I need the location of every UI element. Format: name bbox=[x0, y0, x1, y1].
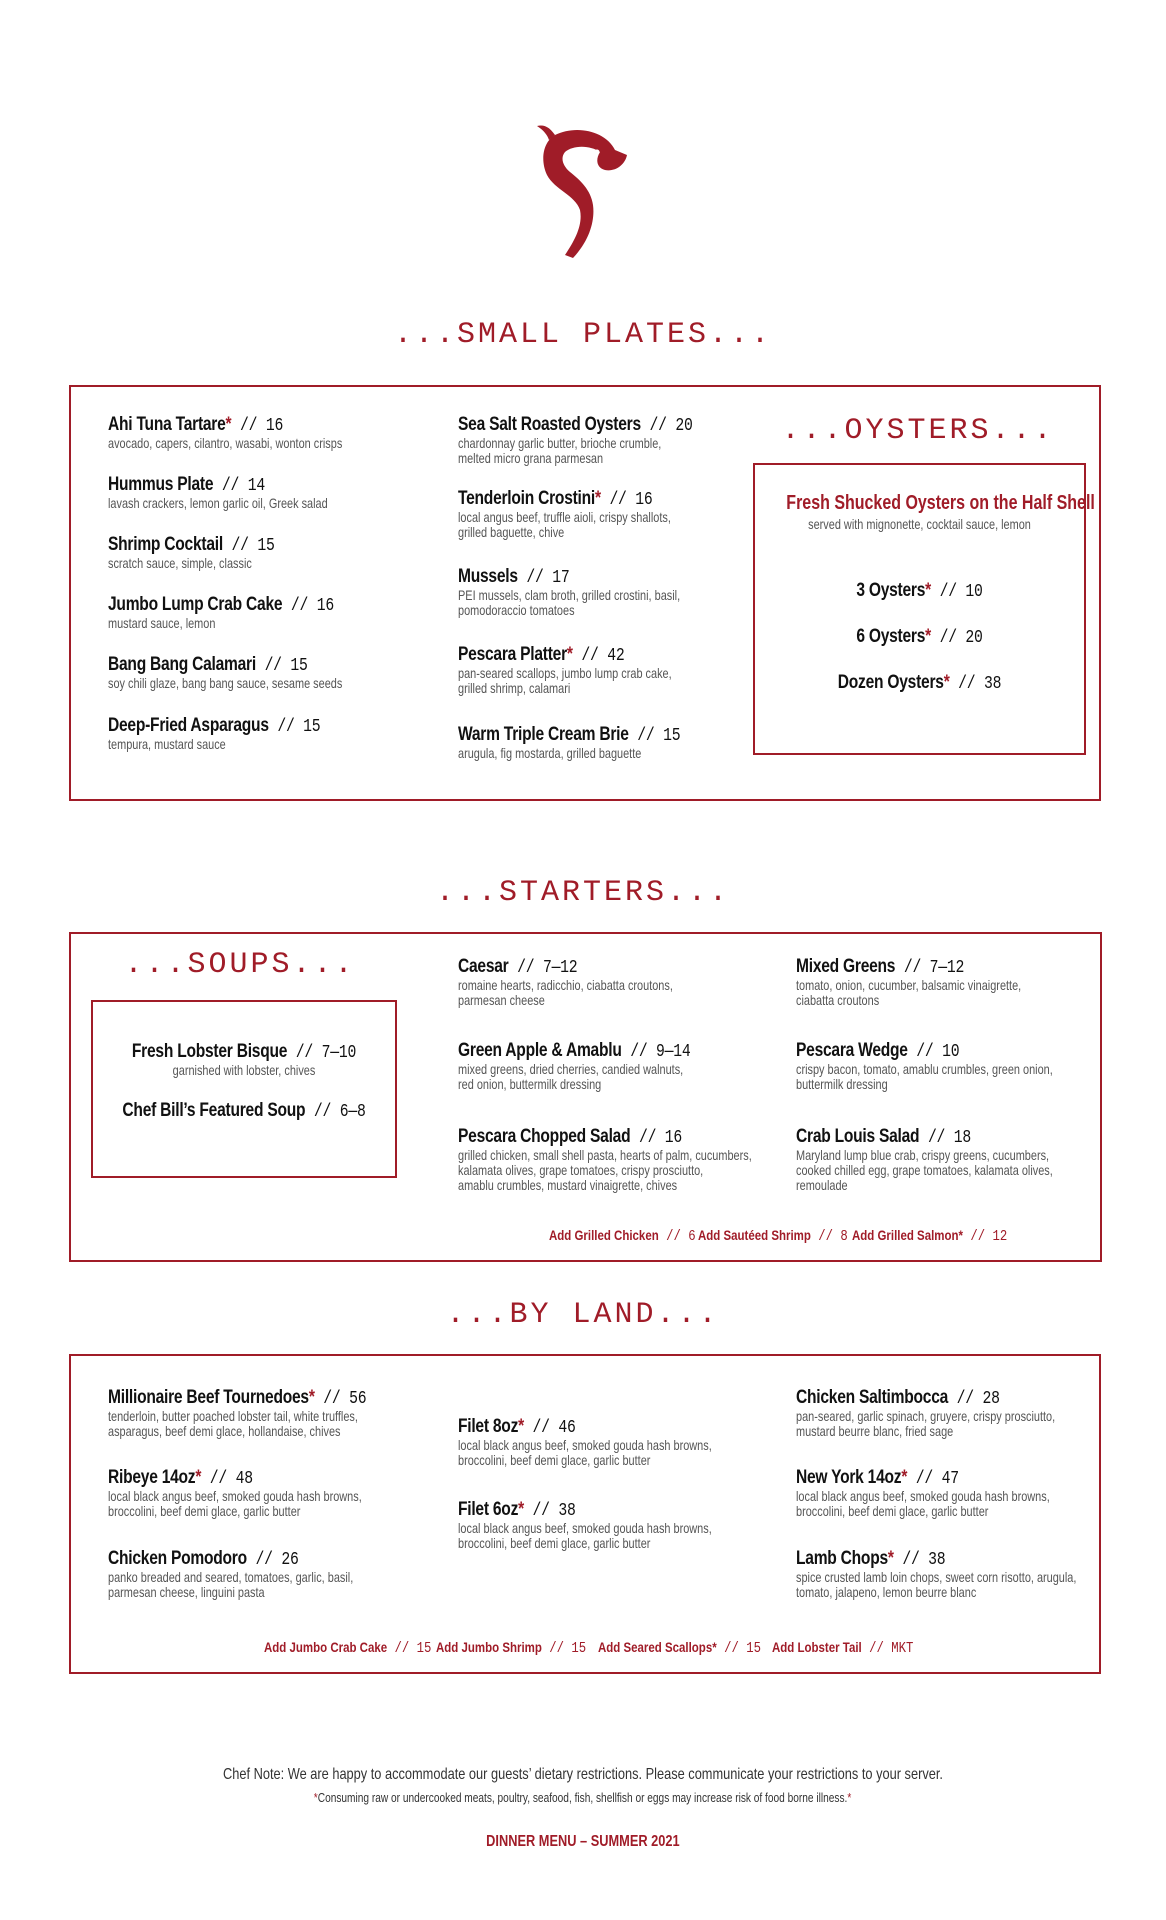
addon-name: Add Grilled Chicken bbox=[549, 1227, 659, 1243]
item-description: local angus beef, truffle aioli, crispy shallots, bbox=[458, 509, 671, 525]
menu-label: DINNER MENU – SUMMER 2021 bbox=[486, 1833, 680, 1850]
item-price: 15 bbox=[290, 656, 308, 676]
item-description: arugula, fig mostarda, grilled baguette bbox=[458, 745, 642, 761]
item-name: Filet 6oz bbox=[458, 1499, 519, 1520]
addon-separator: // bbox=[658, 1228, 689, 1245]
addon-name: Add Seared Scallops bbox=[598, 1639, 713, 1655]
item-description: parmesan cheese bbox=[458, 992, 545, 1008]
item-description: spice crusted lamb loin chops, sweet corn risotto, arugula, bbox=[796, 1569, 1077, 1585]
item-name-line bbox=[458, 414, 693, 436]
item-description: mustard beurre blanc, fried sage bbox=[796, 1423, 954, 1439]
item-description: PEI mussels, clam broth, grilled crostini, basil, bbox=[458, 587, 681, 603]
addon-separator: // bbox=[861, 1640, 892, 1657]
item-price: 38 bbox=[558, 1501, 576, 1521]
item-price: 26 bbox=[281, 1550, 299, 1570]
addon-name: Add Sautéed Shrimp bbox=[698, 1227, 811, 1243]
item-name-line bbox=[108, 1467, 375, 1489]
item-separator: // bbox=[508, 958, 543, 978]
item-description: grilled shrimp, calamari bbox=[458, 680, 571, 696]
item-description: local black angus beef, smoked gouda hash browns, bbox=[458, 1520, 712, 1536]
menu-item bbox=[458, 1040, 747, 1092]
item-name-line bbox=[796, 1387, 1068, 1409]
menu-item bbox=[108, 1387, 428, 1439]
item-name: Chef Bill’s Featured Soup bbox=[122, 1100, 306, 1121]
item-description: red onion, buttermilk dressing bbox=[458, 1076, 602, 1092]
item-description: tomato, onion, cucumber, balsamic vinaigrette, bbox=[796, 977, 1022, 993]
addon-price: 15 bbox=[571, 1640, 587, 1657]
oyster-item bbox=[753, 580, 1086, 602]
item-name-line bbox=[108, 414, 354, 436]
oysters-header bbox=[753, 492, 1095, 532]
section-title-by-land: ...BY LAND... bbox=[446, 1298, 720, 1332]
addon-separator: // bbox=[716, 1640, 747, 1657]
soup-item bbox=[91, 1100, 397, 1122]
addon-price: 15 bbox=[416, 1640, 432, 1657]
item-name-line bbox=[796, 1548, 1091, 1570]
addon-name: Add Jumbo Shrimp bbox=[436, 1639, 542, 1655]
item-price: 15 bbox=[257, 536, 275, 556]
item-separator: // bbox=[907, 1042, 943, 1062]
item-price: 56 bbox=[349, 1389, 367, 1409]
item-name-line bbox=[119, 1100, 370, 1122]
item-name: Caesar bbox=[458, 956, 509, 977]
item-separator: // bbox=[305, 1102, 340, 1122]
item-separator: // bbox=[268, 717, 304, 737]
item-star: * bbox=[887, 1548, 894, 1569]
item-description: parmesan cheese, linguini pasta bbox=[108, 1584, 265, 1600]
item-name-line bbox=[458, 1499, 725, 1521]
menu-item bbox=[108, 414, 408, 451]
addon-item bbox=[772, 1639, 913, 1657]
item-description: ciabatta croutons bbox=[796, 992, 880, 1008]
item-name-line bbox=[108, 474, 339, 496]
item-description: chardonnay garlic butter, brioche crumble, bbox=[458, 435, 662, 451]
addon-name: Add Jumbo Crab Cake bbox=[264, 1639, 388, 1655]
oyster-item bbox=[753, 672, 1086, 694]
item-name: Mixed Greens bbox=[796, 956, 896, 977]
item-price: 16 bbox=[635, 490, 653, 510]
item-description: broccolini, beef demi glace, garlic butter bbox=[108, 1503, 301, 1519]
oyster-separator: // bbox=[930, 628, 966, 648]
item-description: soy chili glaze, bang bang sauce, sesame seeds bbox=[108, 675, 343, 691]
item-description: buttermilk dressing bbox=[796, 1076, 888, 1092]
addon-name: Add Grilled Salmon bbox=[852, 1227, 959, 1243]
item-name: Chicken Saltimbocca bbox=[796, 1387, 949, 1408]
item-name-line bbox=[458, 956, 684, 978]
item-price: 16 bbox=[316, 596, 334, 616]
item-price: 46 bbox=[558, 1418, 576, 1438]
oyster-price: 10 bbox=[965, 582, 983, 602]
item-name: Pescara Wedge bbox=[796, 1040, 908, 1061]
item-description: tenderloin, butter poached lobster tail, white truffles, bbox=[108, 1408, 358, 1424]
item-star: * bbox=[595, 488, 601, 509]
item-price: 20 bbox=[675, 416, 693, 436]
menu-item bbox=[108, 474, 390, 511]
item-star: * bbox=[901, 1467, 908, 1488]
item-star: * bbox=[225, 414, 232, 435]
item-description: scratch sauce, simple, classic bbox=[108, 555, 252, 571]
item-price: 7—10 bbox=[321, 1043, 357, 1063]
item-description: local black angus beef, smoked gouda hash browns, bbox=[458, 1437, 712, 1453]
addon-separator: // bbox=[387, 1640, 417, 1657]
fish-logo-icon bbox=[535, 120, 635, 260]
menu-label-line bbox=[0, 1833, 1166, 1851]
item-name-line bbox=[108, 715, 320, 737]
item-name-line bbox=[108, 654, 354, 676]
addon-item bbox=[852, 1227, 1007, 1245]
item-description: grilled chicken, small shell pasta, hearts of palm, cucumbers, bbox=[458, 1147, 752, 1163]
oyster-star: * bbox=[925, 580, 931, 601]
item-price: 16 bbox=[265, 416, 284, 436]
item-name-line bbox=[796, 1040, 1066, 1062]
item-name: Pescara Platter bbox=[458, 644, 567, 665]
item-name: Pescara Chopped Salad bbox=[458, 1126, 631, 1147]
menu-item bbox=[458, 956, 733, 1008]
item-name: Ribeye 14oz bbox=[108, 1467, 196, 1488]
addon-separator: // bbox=[810, 1228, 841, 1245]
item-description: pomodoraccio tomatoes bbox=[458, 602, 575, 618]
item-description: crispy bacon, tomato, amablu crumbles, green onion, bbox=[796, 1061, 1053, 1077]
item-star: * bbox=[195, 1467, 202, 1488]
item-name: Hummus Plate bbox=[108, 474, 214, 495]
item-separator: // bbox=[213, 476, 248, 496]
item-name: Bang Bang Calamari bbox=[108, 654, 256, 675]
item-description: broccolini, beef demi glace, garlic butter bbox=[796, 1503, 989, 1519]
item-name-line bbox=[108, 594, 334, 616]
item-description: lavash crackers, lemon garlic oil, Greek salad bbox=[108, 495, 328, 511]
menu-item bbox=[108, 1467, 433, 1519]
section-title-starters: ...STARTERS... bbox=[435, 876, 731, 910]
item-description: pan-seared, garlic spinach, gruyere, crispy prosciutto, bbox=[796, 1408, 1056, 1424]
item-description: avocado, capers, cilantro, wasabi, wonton crisps bbox=[108, 435, 343, 451]
addon-item bbox=[436, 1639, 586, 1657]
item-description: grilled baguette, chive bbox=[458, 524, 565, 540]
item-description: romaine hearts, radicchio, ciabatta croutons, bbox=[458, 977, 673, 993]
item-separator: // bbox=[517, 568, 553, 588]
item-price: 18 bbox=[953, 1128, 972, 1148]
item-separator: // bbox=[255, 656, 291, 676]
addon-price: 15 bbox=[746, 1640, 761, 1657]
item-price: 17 bbox=[552, 568, 570, 588]
item-star: * bbox=[518, 1499, 524, 1520]
menu-item bbox=[108, 594, 384, 631]
item-separator: // bbox=[314, 1389, 350, 1409]
item-separator: // bbox=[572, 646, 608, 666]
item-price: 9—14 bbox=[656, 1042, 691, 1062]
item-separator: // bbox=[600, 490, 636, 510]
item-name-line bbox=[108, 1548, 366, 1570]
item-price: 6—8 bbox=[339, 1102, 366, 1122]
item-price: 7—12 bbox=[929, 958, 965, 978]
oyster-name-line bbox=[783, 626, 1056, 648]
chef-note-line bbox=[0, 1766, 1166, 1784]
consumer-warning: Consuming raw or undercooked meats, poultry, seafood, fish, shellfish or eggs may increase risk of food borne illness. bbox=[318, 1790, 848, 1805]
addon-price: 12 bbox=[992, 1228, 1008, 1245]
addon-price: MKT bbox=[891, 1640, 914, 1657]
addon-price: 6 bbox=[688, 1228, 696, 1245]
menu-item bbox=[108, 534, 311, 571]
item-name-line bbox=[458, 644, 683, 666]
oyster-name: 3 Oysters bbox=[856, 580, 926, 601]
item-price: 47 bbox=[941, 1469, 959, 1489]
item-price: 42 bbox=[607, 646, 625, 666]
item-name-line bbox=[796, 1467, 1063, 1489]
item-name-line bbox=[108, 1387, 371, 1409]
item-description: Maryland lump blue crab, crispy greens, cucumbers, bbox=[796, 1147, 1050, 1163]
item-name-line bbox=[458, 1126, 767, 1148]
item-name: Filet 8oz bbox=[458, 1416, 519, 1437]
item-price: 28 bbox=[982, 1389, 1000, 1409]
item-price: 15 bbox=[663, 726, 681, 746]
item-name-line bbox=[796, 956, 1033, 978]
soup-description: garnished with lobster, chives bbox=[172, 1062, 316, 1078]
item-description: broccolini, beef demi glace, garlic butter bbox=[458, 1535, 651, 1551]
menu-item bbox=[458, 724, 729, 761]
menu-item bbox=[796, 1126, 1125, 1193]
item-separator: // bbox=[523, 1501, 559, 1521]
item-name-line bbox=[108, 534, 275, 556]
item-description: melted micro grana parmesan bbox=[458, 450, 604, 466]
item-description: panko breaded and seared, tomatoes, garlic, basil, bbox=[108, 1569, 354, 1585]
section-title-oysters: ...OYSTERS... bbox=[781, 414, 1055, 448]
menu-item bbox=[458, 1499, 783, 1551]
item-description: remoulade bbox=[796, 1177, 848, 1193]
menu-item bbox=[458, 1416, 783, 1468]
item-description: mixed greens, dried cherries, candied walnuts, bbox=[458, 1061, 684, 1077]
oysters-title: Fresh Shucked Oysters on the Half Shell bbox=[786, 492, 1095, 514]
item-separator: // bbox=[630, 1128, 665, 1148]
menu-item bbox=[796, 1467, 1121, 1519]
oyster-price: 20 bbox=[965, 628, 983, 648]
item-price: 38 bbox=[928, 1550, 946, 1570]
menu-item bbox=[458, 414, 744, 466]
item-separator: // bbox=[628, 726, 664, 746]
item-name: Warm Triple Cream Brie bbox=[458, 724, 629, 745]
item-name: Millionaire Beef Tournedoes bbox=[108, 1387, 309, 1408]
section-title-small-plates: ...SMALL PLATES... bbox=[393, 318, 773, 352]
menu-item bbox=[796, 1040, 1125, 1092]
item-name-line bbox=[458, 488, 682, 510]
item-name-line bbox=[796, 1126, 1066, 1148]
item-separator: // bbox=[907, 1469, 942, 1489]
item-separator: // bbox=[893, 1550, 929, 1570]
item-separator: // bbox=[640, 416, 676, 436]
item-name: Chicken Pomodoro bbox=[108, 1548, 247, 1569]
item-name: Ahi Tuna Tartare bbox=[108, 414, 226, 435]
item-description: amablu crumbles, mustard vinaigrette, chives bbox=[458, 1177, 678, 1193]
item-name: Jumbo Lump Crab Cake bbox=[108, 594, 283, 615]
item-price: 14 bbox=[247, 476, 265, 496]
oyster-name: Dozen Oysters bbox=[837, 672, 944, 693]
oyster-star: * bbox=[943, 672, 950, 693]
warning-star-left: * bbox=[314, 1790, 319, 1805]
menu-item bbox=[108, 1548, 422, 1600]
addon-item bbox=[549, 1227, 696, 1245]
item-separator: // bbox=[919, 1128, 954, 1148]
oyster-separator: // bbox=[949, 674, 984, 694]
item-separator: // bbox=[246, 1550, 282, 1570]
item-description: pan-seared scallops, jumbo lump crab cake, bbox=[458, 665, 672, 681]
soup-item bbox=[91, 1041, 397, 1078]
addon-price: 8 bbox=[840, 1228, 848, 1245]
item-description: mustard sauce, lemon bbox=[108, 615, 216, 631]
item-separator: // bbox=[201, 1469, 236, 1489]
menu-item bbox=[796, 956, 1085, 1008]
item-description: local black angus beef, smoked gouda hash browns, bbox=[108, 1488, 362, 1504]
oyster-name-line bbox=[783, 672, 1056, 694]
item-description: tempura, mustard sauce bbox=[108, 736, 226, 752]
item-description: cooked chilled egg, grape tomatoes, kalamata olives, bbox=[796, 1162, 1053, 1178]
item-name: Fresh Lobster Bisque bbox=[131, 1041, 288, 1062]
addon-item bbox=[264, 1639, 431, 1657]
oyster-name: 6 Oysters bbox=[856, 626, 926, 647]
menu-item bbox=[108, 654, 408, 691]
item-description: kalamata olives, grape tomatoes, crispy prosciutto, bbox=[458, 1162, 704, 1178]
item-name-line bbox=[458, 1416, 725, 1438]
item-description: tomato, jalapeno, lemon beurre blanc bbox=[796, 1584, 977, 1600]
addon-separator: // bbox=[962, 1228, 993, 1245]
item-separator: // bbox=[282, 596, 317, 616]
item-description: broccolini, beef demi glace, garlic butter bbox=[458, 1452, 651, 1468]
item-name: Lamb Chops bbox=[796, 1548, 888, 1569]
item-price: 7—12 bbox=[542, 958, 578, 978]
item-name: Green Apple & Amablu bbox=[458, 1040, 622, 1061]
item-price: 16 bbox=[664, 1128, 683, 1148]
oyster-name-line bbox=[783, 580, 1056, 602]
menu-item bbox=[458, 488, 731, 540]
addon-star: * bbox=[958, 1227, 963, 1243]
item-name-line bbox=[119, 1041, 370, 1063]
item-star: * bbox=[518, 1416, 524, 1437]
chef-note: Chef Note: We are happy to accommodate our guests’ dietary restrictions. Please communicate your restrictions to your server. bbox=[223, 1766, 943, 1783]
item-description: asparagus, beef demi glace, hollandaise, chives bbox=[108, 1423, 341, 1439]
item-name-line bbox=[458, 1040, 695, 1062]
warning-star-right: * bbox=[847, 1790, 852, 1805]
item-price: 48 bbox=[235, 1469, 253, 1489]
item-name: Crab Louis Salad bbox=[796, 1126, 920, 1147]
item-name: Deep-Fried Asparagus bbox=[108, 715, 269, 736]
item-name-line bbox=[458, 566, 692, 588]
addon-separator: // bbox=[541, 1640, 572, 1657]
consumer-warning-line bbox=[0, 1789, 1166, 1807]
item-price: 15 bbox=[303, 717, 321, 737]
oyster-separator: // bbox=[930, 582, 966, 602]
menu-item bbox=[458, 644, 732, 696]
item-separator: // bbox=[523, 1418, 559, 1438]
item-name: Shrimp Cocktail bbox=[108, 534, 223, 555]
addon-item bbox=[698, 1227, 848, 1245]
item-separator: // bbox=[231, 416, 266, 436]
item-separator: // bbox=[222, 536, 258, 556]
addon-item bbox=[598, 1639, 761, 1657]
item-price: 10 bbox=[942, 1042, 960, 1062]
oyster-price: 38 bbox=[983, 674, 1002, 694]
item-separator: // bbox=[895, 958, 930, 978]
oyster-star: * bbox=[925, 626, 931, 647]
menu-item bbox=[796, 1548, 1156, 1600]
item-star: * bbox=[566, 644, 573, 665]
item-description: local black angus beef, smoked gouda hash browns, bbox=[796, 1488, 1050, 1504]
item-name: Mussels bbox=[458, 566, 518, 587]
menu-item bbox=[796, 1387, 1128, 1439]
item-separator: // bbox=[287, 1043, 322, 1063]
addon-star: * bbox=[712, 1639, 717, 1655]
item-separator: // bbox=[948, 1389, 983, 1409]
menu-item bbox=[458, 1126, 835, 1193]
item-star: * bbox=[308, 1387, 315, 1408]
oysters-subtitle: served with mignonette, cocktail sauce, lemon bbox=[808, 516, 1031, 532]
item-name: Sea Salt Roasted Oysters bbox=[458, 414, 641, 435]
section-title-soups: ...SOUPS... bbox=[124, 948, 356, 982]
item-name: Tenderloin Crostini bbox=[458, 488, 596, 509]
oyster-item bbox=[753, 626, 1086, 648]
item-separator: // bbox=[621, 1042, 657, 1062]
item-name: New York 14oz bbox=[796, 1467, 902, 1488]
item-name-line bbox=[458, 724, 680, 746]
menu-item bbox=[108, 715, 367, 752]
menu-item bbox=[458, 566, 743, 618]
soups-box bbox=[91, 1000, 397, 1178]
addon-name: Add Lobster Tail bbox=[772, 1639, 862, 1655]
